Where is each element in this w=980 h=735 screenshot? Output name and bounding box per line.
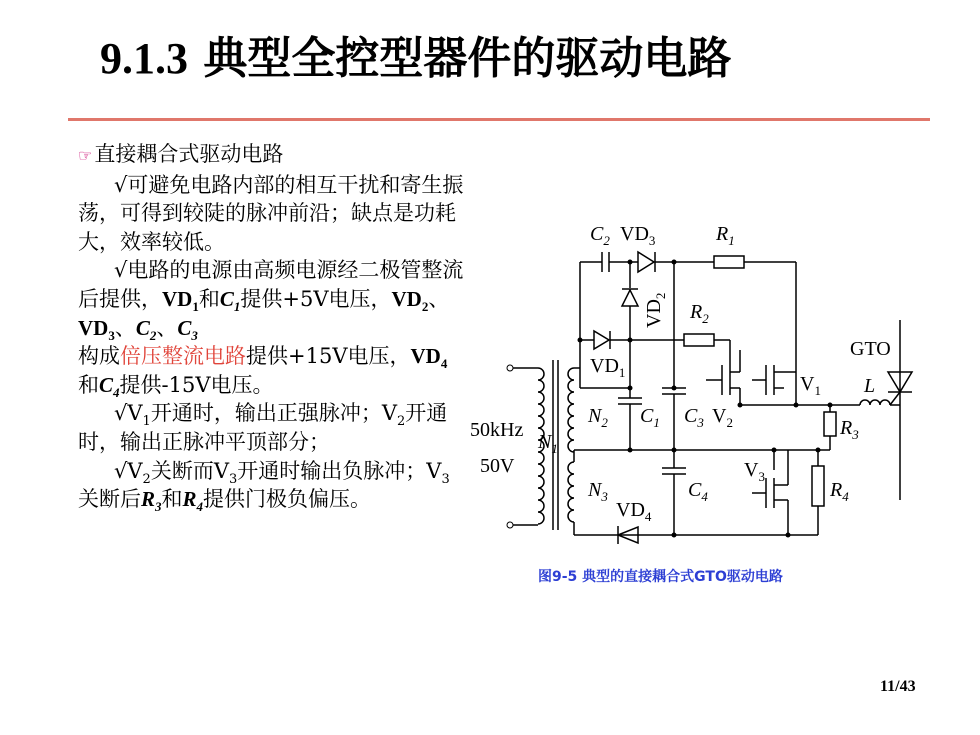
- content-text: [78, 140, 468, 514]
- svg-text:C2: $C_2$: [590, 223, 610, 248]
- section-number: 9.1.3: [100, 34, 188, 83]
- svg-text:50V: 50V: [480, 455, 515, 477]
- svg-text:R3: $R_3$: [840, 417, 859, 442]
- svg-text:V1: $V_1$: [800, 373, 821, 398]
- figure-caption: 图9-5 典型的直接耦合式GTO驱动电路: [538, 569, 783, 585]
- section-title: 典型全控型器件的驱动电路: [203, 33, 732, 84]
- svg-text:C4: $C_4$: [688, 479, 708, 504]
- svg-text:L: L: [864, 375, 876, 397]
- page-title: [100, 22, 731, 86]
- svg-text:R1: $R_1$: [716, 223, 735, 248]
- svg-text:VD3: $VD_3$: [620, 223, 656, 248]
- svg-text:N2: $N_2$: [588, 405, 608, 430]
- paragraph-2: √电路的电源由高频电源经二极管整流后提供，$VD_1$和$C_1$提供+5V电压，$VD_2$、$VD_3$、$C_2$、$C_3$ 构成倍压整流电路提供+15V电压，$VD_4$和$C_4$提供-15V电压。: [78, 258, 464, 400]
- svg-text:VD1: $VD_1$: [590, 355, 626, 380]
- svg-text:N1: $N_1$: [538, 431, 558, 456]
- svg-text:VD4: $VD_4$: [616, 499, 652, 524]
- heading: ☞直接耦合式驱动电路: [78, 142, 284, 166]
- paragraph-4: $√V_2$关断而$V_3$开通时输出负脉冲；$V_3$关断后$R_3$和$R_4$提供门极负偏压。: [78, 458, 450, 515]
- svg-text:C3: $C_3$: [684, 405, 704, 430]
- svg-text:R4: $R_4$: [830, 479, 849, 504]
- svg-text:50kHz: 50kHz: [470, 419, 524, 441]
- paragraph-1: √可避免电路内部的相互干扰和寄生振荡，可得到较陡的脉冲前沿；缺点是功耗大，效率较低。: [78, 172, 464, 254]
- title-divider: [68, 118, 930, 121]
- svg-text:N3: $N_3$: [588, 479, 608, 504]
- svg-text:R2: $R_2$: [690, 301, 709, 326]
- highlight-text: 倍压整流电路: [120, 344, 246, 369]
- gto-drive-circuit-diagram: [470, 200, 928, 560]
- svg-text:C1: $C_1$: [640, 405, 660, 430]
- svg-text:V3: $V_3$: [744, 459, 765, 484]
- page-number: 11/43: [880, 678, 916, 695]
- svg-text:GTO: GTO: [850, 338, 891, 360]
- paragraph-3: $√V_1$开通时，输出正强脉冲；$V_2$开通时，输出正脉冲平顶部分；: [78, 401, 448, 454]
- svg-text:V2: $V_2$: [712, 405, 733, 430]
- svg-text:VD2: $VD_2$: [643, 292, 668, 328]
- pointing-hand-icon: ☞: [78, 146, 93, 165]
